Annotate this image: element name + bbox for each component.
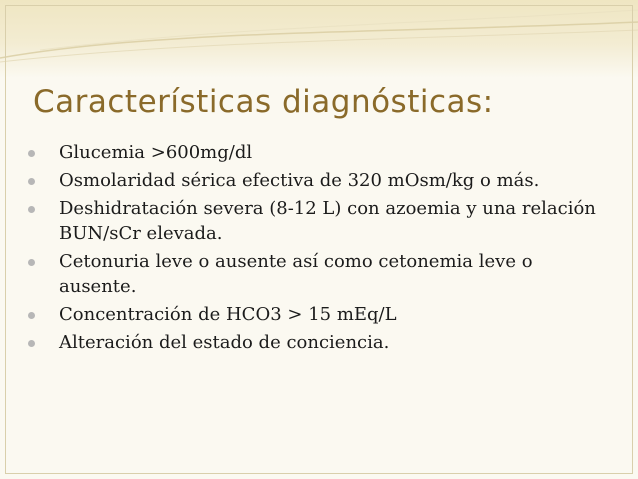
list-item [24,196,604,246]
bullet-icon [28,150,35,157]
slide-title: Características diagnósticas: [33,84,494,120]
bullet-icon [28,340,35,347]
list-item [24,168,604,193]
bullet-text: Cetonuria leve o ausente así como cetonemia leve o ausente. [59,251,533,297]
list-item [24,302,604,327]
bullet-icon [28,259,35,266]
bullet-text: Concentración de HCO3 > 15 mEq/L [59,304,397,325]
bullet-text: Osmolaridad sérica efectiva de 320 mOsm/kg o más. [59,170,540,191]
list-item [24,330,604,355]
bullet-text: Alteración del estado de conciencia. [59,332,390,353]
bullet-icon [28,206,35,213]
bullet-text: Deshidratación severa (8-12 L) con azoemia y una relación BUN/sCr elevada. [59,198,596,244]
bullet-icon [28,312,35,319]
list-item [24,140,604,165]
bullet-list [24,140,604,358]
list-item [24,249,604,299]
bullet-icon [28,178,35,185]
bullet-text: Glucemia >600mg/dl [59,142,253,163]
